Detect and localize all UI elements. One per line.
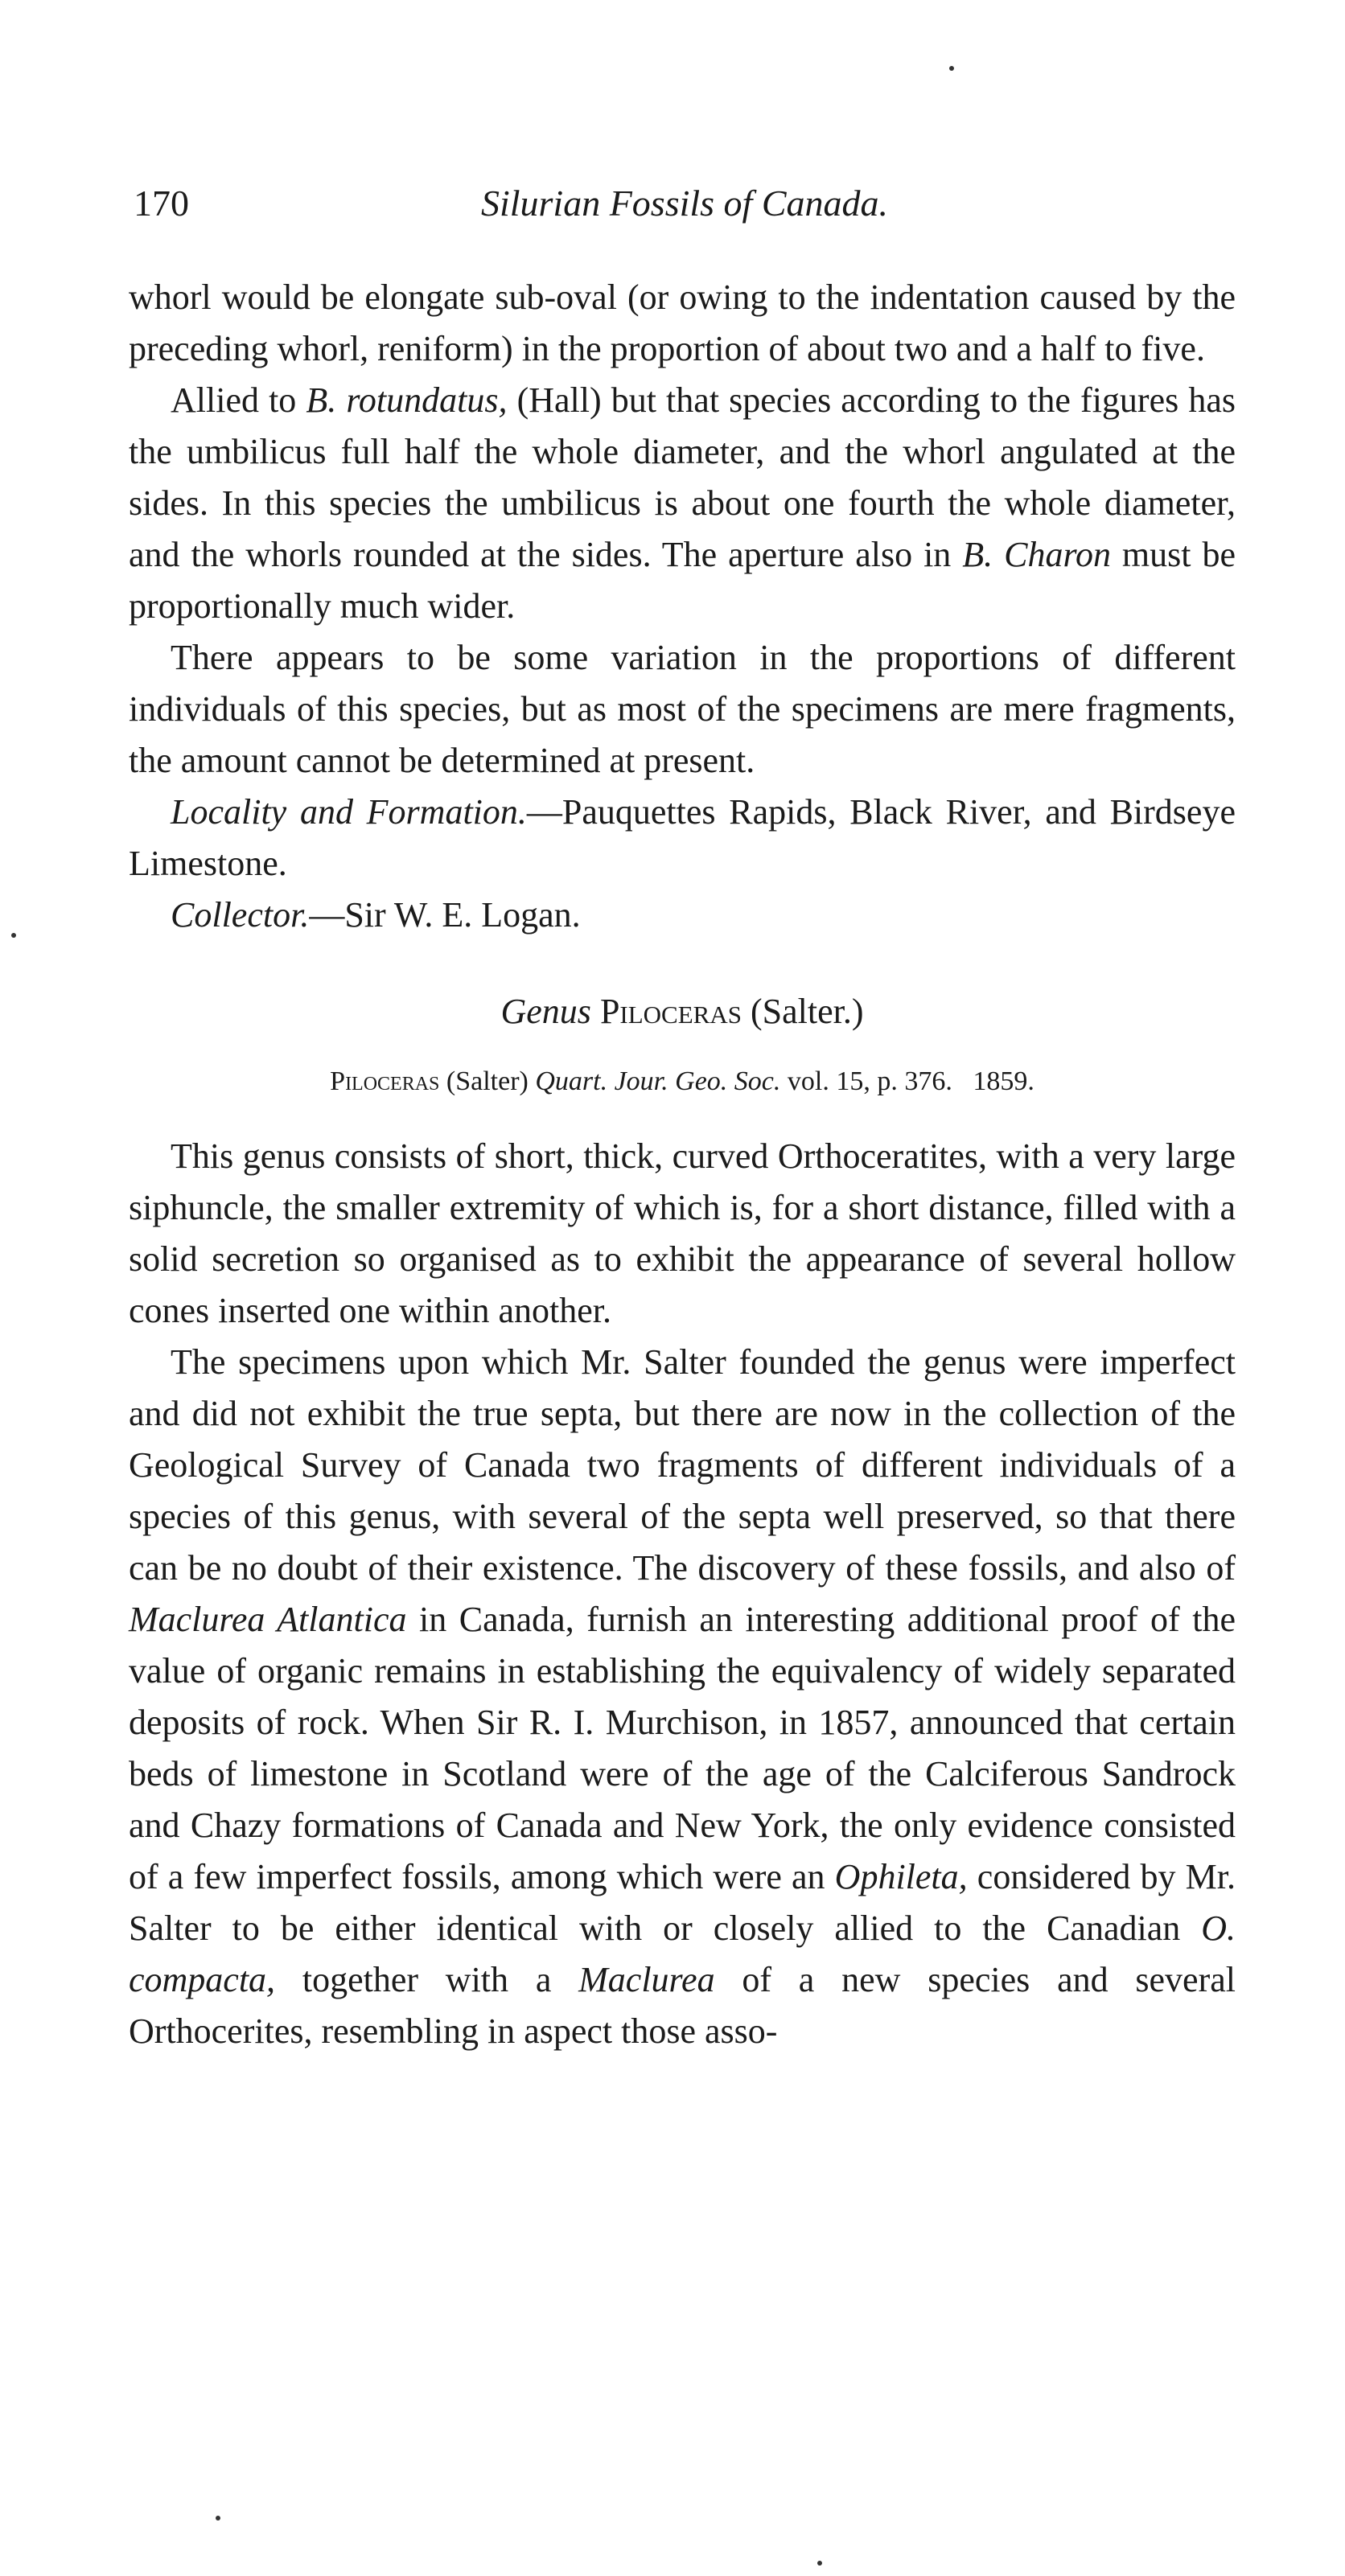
- species-name-rotundatus: B. rotundatus,: [306, 380, 508, 420]
- body-paragraph-2: [129, 1337, 1236, 2057]
- bp2-text-i: of a new species and several Orthocerites, resembling in aspect those asso-: [129, 1960, 1236, 2051]
- genus-name: Piloceras: [599, 992, 742, 1031]
- locality-label: Locality and Formation.: [171, 792, 527, 832]
- bp2-text-e: considered by Mr. Salter to be either identical with or closely allied to the Canadian: [129, 1857, 1236, 1948]
- ref-journal: Quart. Jour. Geo. Soc.: [535, 1066, 781, 1096]
- bp2-text-g: together with a: [275, 1960, 579, 1999]
- locality-line: [129, 787, 1236, 889]
- genus-heading: [129, 986, 1236, 1037]
- page-number: 170: [134, 183, 189, 224]
- running-title: Silurian Fossils of Canada.: [480, 183, 889, 224]
- speck-bottom-left: [216, 2516, 220, 2521]
- ref-genus-name: Piloceras: [330, 1066, 440, 1096]
- running-header: [134, 182, 1236, 238]
- bp2-text-a: The specimens upon which Mr. Salter founded the genus were imperfect and did not exhibit the true septa, but there are now in the collection of the Geological Survey of Canada two fragments of different individuals of a species of this genus, with several of the septa well preserved, so that there can be no doubt of their existence. The discovery of these fossils, and also of: [129, 1342, 1236, 1588]
- locality-text: —Pauquettes Rapids, Black River, and Birdseye Limestone.: [129, 792, 1236, 883]
- ref-author: (Salter): [446, 1066, 529, 1096]
- species-name-compacta: O. compacta,: [129, 1908, 1236, 1999]
- speck-top: [949, 66, 954, 71]
- intro-paragraph-2: [129, 375, 1236, 632]
- collector-label: Collector.: [171, 895, 310, 935]
- p2-text-c: (Hall) but that species according to the figures has the umbilicus full half the whole diameter, and the whorl angulated at the sides. In this species the umbilicus is about one fourth the whole diameter, and the whorls rounded at the sides. The aperture also in: [129, 380, 1236, 574]
- speck-bottom-right: [817, 2561, 822, 2566]
- speck-left: [11, 933, 16, 938]
- page-text: [129, 272, 1236, 2057]
- genus-reference: [129, 1062, 1236, 1102]
- body-paragraph-1: This genus consists of short, thick, curved Orthoceratites, with a very large siphuncle, the smaller extremity of which is, for a short distance, filled with a solid secretion so organised as to exhibit the appearance of several hollow cones inserted one within another.: [129, 1136, 1236, 1330]
- species-name-maclurea-atlantica: Maclurea Atlantica: [129, 1600, 407, 1639]
- intro-paragraph-1: whorl would be elongate sub-oval (or owing to the indentation caused by the preceding whorl, reniform) in the proportion of about two and a half to five.: [129, 277, 1236, 368]
- species-name-charon: B. Charon: [962, 535, 1111, 574]
- genus-label: Genus: [500, 992, 591, 1031]
- p2-text-a: Allied to: [171, 380, 306, 420]
- genus-name-maclurea: Maclurea: [578, 1960, 715, 1999]
- p2-text-e: must be proportionally much wider.: [129, 535, 1236, 626]
- genus-name-ophileta: Ophileta,: [834, 1857, 968, 1896]
- ref-year: 1859.: [973, 1066, 1034, 1096]
- intro-paragraph-3: There appears to be some variation in the proportions of different individuals of this species, but as most of the specimens are mere fragments, the amount cannot be determined at present.: [129, 638, 1236, 780]
- collector-text: —Sir W. E. Logan.: [309, 895, 581, 935]
- ref-details: vol. 15, p. 376.: [787, 1066, 952, 1096]
- collector-line: [129, 889, 1236, 941]
- genus-author: (Salter.): [750, 992, 864, 1031]
- bp2-text-c: in Canada, furnish an interesting additional proof of the value of organic remains in establishing the equivalency of widely separated deposits of rock. When Sir R. I. Murchison, in 1857, announced that certain beds of limestone in Scotland were of the age of the Calciferous Sandrock and Chazy formations of Canada and New York, the only evidence consisted of a few imperfect fossils, among which were an: [129, 1600, 1236, 1896]
